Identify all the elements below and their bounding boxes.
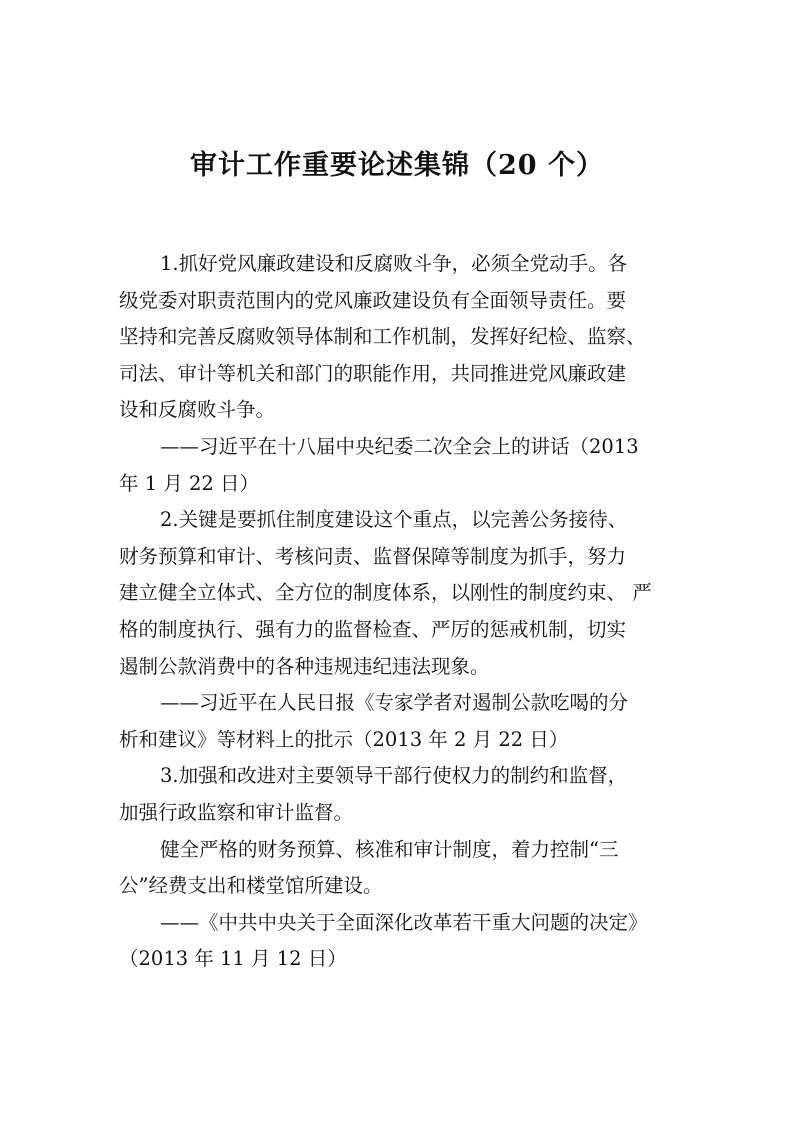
paragraph-1-line-5: 设和反腐败斗争。 [119, 398, 276, 422]
document-body [119, 246, 676, 978]
citation-3-line-2: （2013 年 11 月 12 日） [119, 947, 347, 971]
paragraph-1-line-1: 1.抓好党风廉政建设和反腐败斗争，必须全党动手。各 [160, 252, 628, 275]
paragraph-4-line-1: 健全严格的财务预算、核准和审计制度，着力控制“三 [160, 837, 619, 861]
paragraph-2-line-2: 财务预算和审计、考核问责、监督保障等制度为抓手，努力 [119, 544, 627, 568]
paragraph-1-line-4: 司法、审计等机关和部门的职能作用，共同推进党风廉政建 [119, 361, 627, 385]
paragraph-2-line-5: 遏制公款消费中的各种违规违纪违法现象。 [119, 654, 490, 678]
paragraph-4-line-2: 公”经费支出和楼堂馆所建设。 [119, 874, 383, 898]
citation-1-line-2: 年 1 月 22 日） [119, 471, 260, 495]
paragraph-2-line-3: 建立健全立体式、全方位的制度体系，以刚性的制度约束、 严 [119, 581, 652, 605]
citation-2-line-1: ——习近平在人民日报《专家学者对遏制公款吃喝的分 [160, 691, 629, 715]
document-title: 审计工作重要论述集锦（20 个） [190, 150, 604, 181]
paragraph-3-line-1: 3.加强和改进对主要领导干部行使权力的制约和监督， [160, 764, 628, 788]
paragraph-2-line-4: 格的制度执行、强有力的监督检查、严厉的惩戒机制，切实 [119, 617, 627, 641]
citation-1-line-1: ——习近平在十八届中央纪委二次全会上的讲话（2013 [160, 434, 639, 458]
paragraph-3-line-2: 加强行政监察和审计监督。 [119, 800, 354, 824]
paragraph-1-line-2: 级党委对职责范围内的党风廉政建设负有全面领导责任。要 [119, 288, 627, 312]
paragraph-2-line-1: 2.关键是要抓住制度建设这个重点，以完善公务接待、 [160, 508, 628, 532]
citation-3-line-1: ——《中共中央关于全面深化改革若干重大问题的决定》 [160, 910, 648, 934]
citation-2-line-2: 析和建议》等材料上的批示（2013 年 2 月 22 日） [119, 727, 569, 751]
paragraph-1-line-3: 坚持和完善反腐败领导体制和工作机制，发挥好纪检、监察、 [119, 325, 646, 349]
